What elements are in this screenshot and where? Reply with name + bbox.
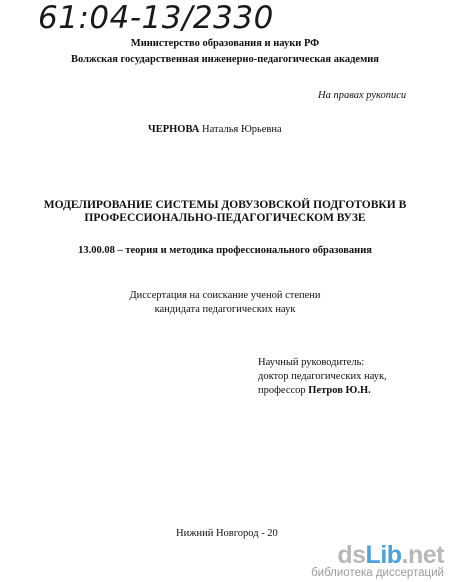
author-name [148, 124, 282, 135]
supervisor-title-name [258, 384, 387, 398]
title-line-2: ПРОФЕССИОНАЛЬНО-ПЕДАГОГИЧЕСКОМ ВУЗЕ [84, 212, 366, 224]
academy-name: Волжская государственная инженерно-педагогическая академия [71, 54, 379, 65]
degree-line-1: Диссертация на соискание ученой степени [129, 290, 321, 301]
author-surname: ЧЕРНОВА [148, 124, 200, 135]
dslib-logo [311, 543, 444, 568]
supervisor-block [258, 356, 387, 398]
logo-subtitle: библиотека диссертаций [311, 567, 444, 579]
specialty-code: 13.00.08 – теория и методика профессионального образования [78, 245, 372, 256]
logo-lib-text: Lib [365, 541, 402, 569]
rights-note: На правах рукописи [318, 90, 407, 101]
degree-statement [0, 289, 450, 317]
author-given-names: Наталья Юрьевна [202, 124, 282, 135]
logo-ds-text: ds [337, 541, 366, 569]
supervisor-degree: доктор педагогических наук, [258, 371, 387, 382]
city-year: Нижний Новгород - 20 [176, 528, 278, 539]
dissertation-title [0, 199, 450, 225]
supervisor-label: Научный руководитель: [258, 357, 365, 368]
dslib-watermark [311, 543, 444, 579]
handwritten-catalog-number: 61:04-13/2330 [38, 0, 274, 36]
logo-net-text: .net [401, 541, 444, 569]
supervisor-name: Петров Ю.Н. [308, 385, 371, 396]
supervisor-title: профессор [258, 385, 306, 396]
degree-line-2: кандидата педагогических наук [154, 304, 296, 315]
ministry-name: Министерство образования и науки РФ [130, 38, 320, 49]
title-line-1: МОДЕЛИРОВАНИЕ СИСТЕМЫ ДОВУЗОВСКОЙ ПОДГОТОВКИ В [43, 199, 407, 211]
